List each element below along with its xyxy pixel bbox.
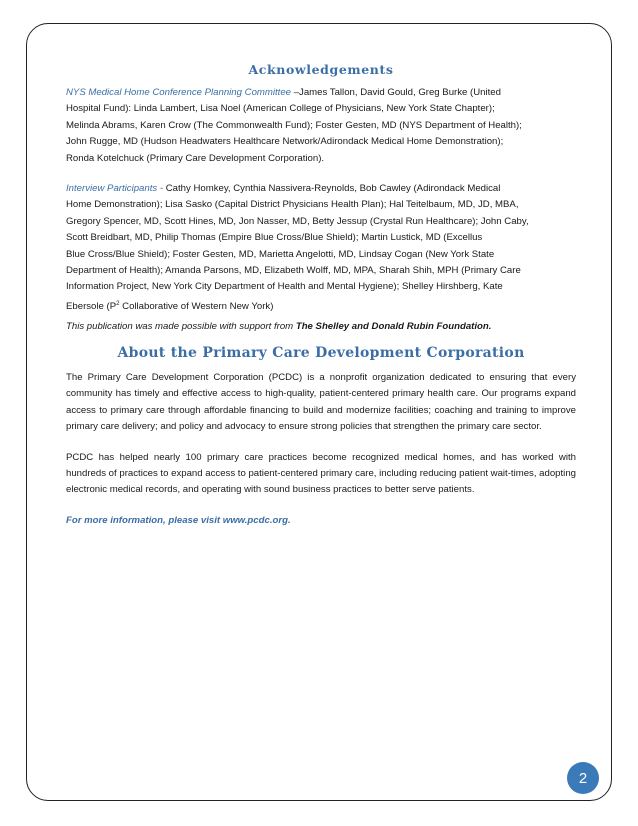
participants-line bbox=[66, 181, 576, 197]
support-org: The Shelley and Donald Rubin Foundation. bbox=[295, 321, 492, 333]
participants-line: Gregory Spencer, MD, Scott Hines, MD, Jon Nasser, MD, Betty Jessup (Crystal Run Healthcare); John Caby, bbox=[66, 215, 529, 227]
about-paragraph-1: The Primary Care Development Corporation (PCDC) is a nonprofit organization dedicated to ensuring that every community has timely and effective access to high-quality, patient-centered primary health care. Our programs expand access to primary care through affordable financing to build and modernize facilities; coaching and training to improve primary care delivery; and policy and advocacy to ensure strong policies that strengthen the primary care sector. bbox=[66, 371, 576, 433]
participants-line: Home Demonstration); Lisa Sasko (Capital District Physicians Health Plan); Hal Teitelbaum, MD, JD, MBA, bbox=[66, 199, 519, 211]
participants-last-pre: Ebersole (P bbox=[66, 301, 117, 313]
participants-text: Cathy Homkey, Cynthia Nassivera-Reynolds, Bob Cawley (Adirondack Medical bbox=[165, 183, 501, 195]
acknowledgements-title: Acknowledgements bbox=[248, 62, 394, 77]
superscript: 2 bbox=[116, 300, 120, 307]
committee-text: James Tallon, David Gould, Greg Burke (United bbox=[299, 87, 501, 98]
about-paragraph-2: PCDC has helped nearly 100 primary care practices become recognized medical homes, and has worked with hundreds of practices to expand access to patient-centered primary care, including reducing patient wait-times, adopting electronic medical records, and operating with sound business practices to better serve patients. bbox=[66, 451, 576, 496]
participants-line: Blue Cross/Blue Shield); Foster Gesten, MD, Marietta Angelotti, MD, Lindsay Cogan (New York State bbox=[66, 248, 495, 260]
committee-line: John Rugge, MD (Hudson Headwaters Healthcare Network/Adirondack Medical Home Demonstration); bbox=[66, 136, 504, 148]
participants-line: Department of Health); Amanda Parsons, MD, Elizabeth Wolff, MD, MPA, Sharah Shih, MPH (Primary Care bbox=[66, 265, 521, 277]
participants-line bbox=[66, 296, 576, 316]
page-number: 2 bbox=[567, 762, 599, 794]
more-info-text: For more information, please visit www.pcdc.org. bbox=[66, 514, 291, 526]
participants-line: Scott Breidbart, MD, Philip Thomas (Empire Blue Cross/Blue Shield); Martin Lustick, MD (Excellus bbox=[66, 232, 483, 244]
support-statement bbox=[66, 319, 576, 335]
participants-sep: - bbox=[157, 183, 166, 195]
about-title: About the Primary Care Development Corporation bbox=[117, 344, 525, 361]
participants-paragraph bbox=[66, 181, 576, 315]
committee-line: Ronda Kotelchuck (Primary Care Development Corporation). bbox=[66, 152, 325, 164]
participants-line: Information Project, New York City Department of Health and Mental Hygiene); Shelley Hirshberg, Kate bbox=[66, 281, 503, 293]
committee-label: NYS Medical Home Conference Planning Committee bbox=[66, 87, 292, 98]
participants-label: Interview Participants bbox=[66, 183, 158, 195]
committee-paragraph bbox=[66, 85, 576, 167]
committee-line: Hospital Fund): Linda Lambert, Lisa Noel (American College of Physicians, New York State Chapter); bbox=[66, 103, 495, 115]
participants-last-post: Collaborative of Western New York) bbox=[119, 301, 274, 313]
committee-sep: – bbox=[291, 87, 300, 98]
page-content bbox=[66, 62, 576, 529]
support-text: This publication was made possible with support from bbox=[66, 321, 296, 333]
committee-line: Melinda Abrams, Karen Crow (The Commonwealth Fund); Foster Gesten, MD (NYS Department of Health); bbox=[66, 119, 522, 131]
committee-line bbox=[66, 85, 576, 101]
